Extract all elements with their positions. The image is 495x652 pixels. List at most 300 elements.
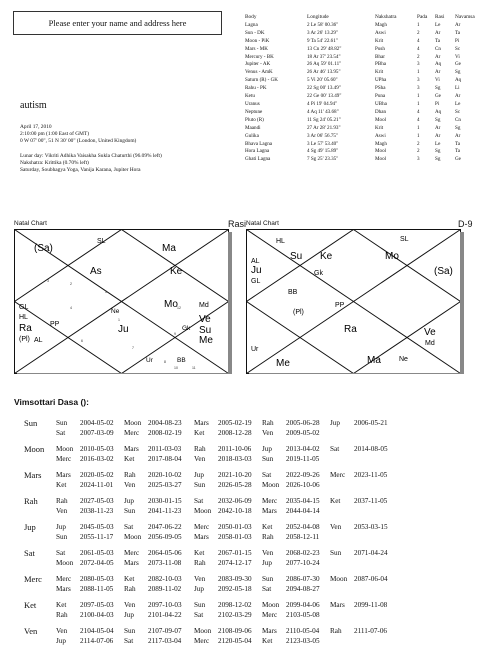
antardasa-entry <box>56 419 114 429</box>
antardasa-date: 2102-03-29 <box>218 610 252 619</box>
antardasa-planet: Sat <box>194 497 204 505</box>
antardasa-date: 2100-04-03 <box>80 610 114 619</box>
antardasa-planet: Sun <box>262 575 274 583</box>
antardasa-date: 2017-08-04 <box>148 454 182 463</box>
planet-label: Su <box>199 325 212 336</box>
antardasa-date: 2083-09-30 <box>218 575 252 583</box>
antardasa-date: 2045-05-03 <box>80 523 114 531</box>
antardasa-entry <box>194 507 252 517</box>
table-cell: 1 <box>417 69 420 76</box>
planet-label: HL <box>276 238 285 245</box>
antardasa-planet: Merc <box>124 428 140 437</box>
dasa-period <box>330 497 387 507</box>
planet-label: Ne <box>399 356 408 363</box>
info-line: 0 W 07' 00", 51 N 30' 00" (London, United Kingdom) <box>20 138 137 145</box>
dasa-period <box>330 549 388 559</box>
table-cell: 13 Cn 29' 48.82" <box>307 45 342 52</box>
planet-label: Ra <box>19 323 32 334</box>
antardasa-planet: Sat <box>124 523 134 531</box>
dasa-period <box>124 601 182 620</box>
table-cell: Aq <box>455 77 462 84</box>
dasa-period <box>194 497 252 516</box>
antardasa-date: 2055-11-17 <box>80 532 114 541</box>
planet-label: Ma <box>162 243 176 254</box>
table-row <box>243 85 479 93</box>
antardasa-planet: Ven <box>194 575 206 583</box>
antardasa-entry <box>262 429 320 439</box>
antardasa-entry <box>56 523 114 533</box>
planet-label: (Sa) <box>434 266 453 277</box>
antardasa-planet: Ket <box>262 636 273 645</box>
antardasa-entry <box>194 549 252 559</box>
dasa-period <box>194 549 252 568</box>
table-cell: Ar <box>435 29 441 36</box>
table-cell: 3 Ar 26' 13.29" <box>307 29 339 36</box>
table-cell: Ta <box>455 29 461 36</box>
table-cell: Rahu - PK <box>245 85 267 92</box>
antardasa-planet: Jup <box>262 445 272 453</box>
antardasa-entry <box>124 611 182 621</box>
rasi-shadow <box>17 373 232 374</box>
table-cell: Bhava Lagna <box>245 140 273 147</box>
antardasa-entry <box>262 585 320 595</box>
antardasa-planet: Ven <box>262 428 274 437</box>
planet-label: Ve <box>424 327 436 338</box>
antardasa-entry <box>194 559 252 569</box>
antardasa-date: 2111-07-06 <box>354 627 388 635</box>
antardasa-planet: Rah <box>56 497 68 505</box>
antardasa-entry <box>194 429 252 439</box>
antardasa-entry <box>56 627 114 637</box>
planet-label: Mo <box>385 251 399 262</box>
antardasa-planet: Rah <box>262 419 274 427</box>
antardasa-date: 2064-05-06 <box>148 549 182 557</box>
antardasa-date: 2077-10-24 <box>286 558 320 567</box>
antardasa-date: 2037-11-05 <box>354 497 388 505</box>
antardasa-date: 2056-09-05 <box>148 532 182 541</box>
dasa-row <box>0 441 495 470</box>
house-number: 8 <box>164 360 166 364</box>
antardasa-planet: Ket <box>330 497 341 505</box>
table-cell: 1 <box>417 132 420 139</box>
planet-label: SL <box>97 238 106 245</box>
table-cell: 22 Sg 00' 13.49" <box>307 85 341 92</box>
antardasa-date: 2097-05-03 <box>80 601 114 609</box>
table-row <box>243 22 479 30</box>
antardasa-entry <box>124 637 182 647</box>
table-cell: 4 <box>417 37 420 44</box>
rasi-chart-name: Rasi <box>228 219 247 229</box>
antardasa-entry <box>56 445 114 455</box>
planet-label: Ne <box>111 308 120 315</box>
antardasa-entry <box>330 445 388 455</box>
antardasa-entry <box>262 471 320 481</box>
dasa-period <box>56 497 114 516</box>
antardasa-entry <box>262 497 320 507</box>
dasa-period <box>56 549 114 568</box>
table-cell: 27 Ar 28' 21.93" <box>307 124 341 131</box>
table-cell: Cn <box>435 45 441 52</box>
mahadasa-label: Ket <box>24 600 37 610</box>
antardasa-entry <box>124 549 182 559</box>
antardasa-entry <box>56 455 114 465</box>
antardasa-entry <box>262 575 320 585</box>
table-cell: Sc <box>455 108 461 115</box>
table-cell: 3 Le 57' 53.40" <box>307 140 339 147</box>
dasa-title: Vimsottari Dasa (): <box>14 397 89 407</box>
house-number: 7 <box>132 346 134 350</box>
antardasa-entry <box>56 559 114 569</box>
antardasa-planet: Rah <box>124 584 136 593</box>
table-row <box>243 101 479 109</box>
antardasa-date: 2023-11-05 <box>354 471 388 479</box>
dasa-period <box>194 601 252 620</box>
antardasa-date: 2044-04-14 <box>286 506 320 515</box>
antardasa-planet: Jup <box>124 610 134 619</box>
antardasa-entry <box>194 445 252 455</box>
planet-label: Ke <box>170 266 183 277</box>
antardasa-date: 2068-02-23 <box>286 549 320 557</box>
rasi-chart <box>14 229 244 374</box>
antardasa-entry <box>124 523 182 533</box>
table-cell: 22 Ge 00' 13.49" <box>307 93 342 100</box>
antardasa-entry <box>56 507 114 517</box>
table-cell: 4 Sg 49' 15.89" <box>307 148 339 155</box>
table-cell: Ar <box>455 21 461 28</box>
table-cell: Aq <box>435 108 442 115</box>
antardasa-date: 2071-04-24 <box>354 549 388 557</box>
mahadasa-label: Jup <box>24 522 36 532</box>
planet-table <box>243 14 479 164</box>
antardasa-entry <box>56 497 114 507</box>
dasa-period <box>330 627 387 637</box>
antardasa-entry <box>194 455 252 465</box>
table-cell: Sg <box>455 124 461 131</box>
antardasa-date: 2026-10-06 <box>286 480 320 489</box>
antardasa-entry <box>330 497 387 507</box>
dasa-period <box>56 575 114 594</box>
antardasa-entry <box>330 419 388 429</box>
planet-label: Su <box>290 251 303 262</box>
planet-table-header <box>243 14 479 22</box>
antardasa-entry <box>194 523 252 533</box>
info-line: 2:10:00 pm (1:00 East of GMT) <box>20 131 90 138</box>
antardasa-planet: Moon <box>194 627 212 635</box>
table-cell: Aswi <box>375 29 386 36</box>
dasa-period <box>262 627 320 646</box>
info-line: April 17, 2010 <box>20 124 52 130</box>
antardasa-entry <box>124 585 182 595</box>
antardasa-date: 2006-05-21 <box>354 419 388 427</box>
table-cell: Gulika <box>245 132 259 139</box>
table-cell: Krit <box>375 69 384 76</box>
antardasa-date: 2103-05-08 <box>286 610 320 619</box>
mahadasa-label: Merc <box>24 574 42 584</box>
table-cell: Saturn (R) - GK <box>245 77 278 84</box>
antardasa-entry <box>330 601 387 611</box>
navamsa-chart-label: Natal Chart <box>246 220 279 227</box>
antardasa-entry <box>262 627 320 637</box>
antardasa-planet: Ket <box>194 428 205 437</box>
planet-label: (Pl) <box>19 336 30 343</box>
planet-label: Ju <box>118 324 129 335</box>
info-line: Nakshatra: Krittika (0.70% left) <box>20 159 89 166</box>
table-cell: 2 Le 58' 00.36" <box>307 21 339 28</box>
house-number: 5 <box>105 290 107 294</box>
antardasa-date: 2032-06-09 <box>218 497 252 505</box>
dasa-period <box>194 575 252 594</box>
antardasa-date: 2086-07-30 <box>286 575 320 583</box>
antardasa-entry <box>124 533 182 543</box>
antardasa-date: 2035-04-15 <box>286 497 320 505</box>
planet-label: BB <box>177 357 186 364</box>
antardasa-date: 2009-05-02 <box>286 428 320 437</box>
birth-info <box>20 124 162 174</box>
navamsa-chart-name: D-9 <box>458 219 473 229</box>
antardasa-date: 2016-03-02 <box>80 454 114 463</box>
dasa-period <box>194 445 252 464</box>
antardasa-planet: Merc <box>330 471 346 479</box>
antardasa-date: 2072-04-05 <box>80 558 114 567</box>
table-cell: 3 <box>417 85 420 92</box>
column-header: Pada <box>417 14 428 20</box>
table-row <box>243 141 479 149</box>
antardasa-entry <box>262 455 320 465</box>
table-row <box>243 61 479 69</box>
antardasa-planet: Sat <box>124 636 134 645</box>
antardasa-date: 2014-08-05 <box>354 445 388 453</box>
column-header: Rasi <box>435 14 445 20</box>
table-cell: 3 <box>417 61 420 68</box>
planet-label: AL <box>251 258 260 265</box>
antardasa-planet: Mars <box>56 584 71 593</box>
house-number: 1 <box>118 318 120 322</box>
table-cell: Le <box>455 100 461 107</box>
dasa-row <box>0 545 495 574</box>
antardasa-planet: Ven <box>194 454 206 463</box>
chart-title: autism <box>20 100 47 111</box>
table-cell: Cn <box>455 116 461 123</box>
antardasa-date: 2025-03-27 <box>148 480 182 489</box>
house-number: 2 <box>70 282 72 286</box>
antardasa-date: 2099-11-08 <box>354 601 388 609</box>
antardasa-planet: Ket <box>56 601 67 609</box>
name-address-box[interactable]: Please enter your name and address here <box>13 11 222 35</box>
table-cell: 3 <box>417 156 420 163</box>
table-cell: Vi <box>455 53 460 60</box>
antardasa-entry <box>194 611 252 621</box>
antardasa-planet: Merc <box>262 610 278 619</box>
antardasa-entry <box>124 507 182 517</box>
antardasa-planet: Ket <box>56 480 67 489</box>
table-cell: 26 Aq 59' 01.11" <box>307 61 342 68</box>
antardasa-date: 2027-05-03 <box>80 497 114 505</box>
dasa-period <box>124 419 182 438</box>
antardasa-date: 2019-11-05 <box>286 454 320 463</box>
antardasa-planet: Jup <box>56 636 66 645</box>
planet-label: Mo <box>164 299 178 310</box>
antardasa-date: 2061-05-03 <box>80 549 114 557</box>
planet-label: Ur <box>146 357 153 364</box>
dasa-row <box>0 571 495 600</box>
table-cell: 9 Ta 54' 22.61" <box>307 37 338 44</box>
antardasa-planet: Ket <box>124 575 135 583</box>
info-line: Saturday, Soubhagya Yoga, Vanija Karana, Jupiter Hora <box>20 167 141 174</box>
antardasa-planet: Moon <box>262 601 280 609</box>
column-header: Navamsa <box>455 14 475 20</box>
column-header: Nakshatra <box>375 14 397 20</box>
antardasa-planet: Moon <box>124 532 142 541</box>
antardasa-date: 2018-03-03 <box>218 454 252 463</box>
antardasa-date: 2114-07-06 <box>80 636 114 645</box>
table-cell: 4 Pi 19' 04.94" <box>307 100 338 107</box>
table-cell: 1 <box>417 93 420 100</box>
antardasa-entry <box>194 497 252 507</box>
antardasa-entry <box>56 611 114 621</box>
rasi-shadow <box>228 232 232 374</box>
table-row <box>243 69 479 77</box>
planet-label: (Sa) <box>34 243 53 254</box>
antardasa-entry <box>124 497 182 507</box>
antardasa-date: 2104-05-04 <box>80 627 114 635</box>
table-cell: 4 Aq 11' 43.68" <box>307 108 339 115</box>
table-cell: 5 Vi 20' 05.60" <box>307 77 338 84</box>
dasa-period <box>56 627 114 646</box>
antardasa-date: 2024-11-01 <box>80 480 114 489</box>
table-cell: Aswi <box>375 132 386 139</box>
table-cell: Le <box>435 140 441 147</box>
antardasa-date: 2053-03-15 <box>354 523 388 531</box>
table-cell: 1 <box>417 21 420 28</box>
planet-label: Ju <box>251 265 262 276</box>
navamsa-shadow <box>460 232 464 374</box>
antardasa-planet: Mars <box>262 506 277 515</box>
planet-label: Gk <box>314 270 323 277</box>
antardasa-date: 2052-04-08 <box>286 523 320 531</box>
antardasa-planet: Rah <box>194 558 206 567</box>
antardasa-planet: Ven <box>262 549 274 557</box>
antardasa-entry <box>262 549 320 559</box>
table-cell: 1 <box>417 100 420 107</box>
table-cell: 18 Ar 37' 23.54" <box>307 53 341 60</box>
antardasa-date: 2011-03-03 <box>148 445 182 453</box>
antardasa-planet: Mars <box>194 532 209 541</box>
antardasa-planet: Jup <box>330 419 340 427</box>
antardasa-entry <box>262 601 320 611</box>
dasa-period <box>124 445 182 464</box>
antardasa-planet: Merc <box>262 497 278 505</box>
antardasa-date: 2008-12-28 <box>218 428 252 437</box>
planet-label: Ma <box>367 355 381 366</box>
info-line <box>20 146 162 153</box>
antardasa-entry <box>56 429 114 439</box>
antardasa-planet: Rah <box>124 471 136 479</box>
antardasa-planet: Mars <box>56 471 71 479</box>
table-cell: 11 Sg 24' 05.21" <box>307 116 341 123</box>
antardasa-date: 2082-10-03 <box>148 575 182 583</box>
dasa-row <box>0 415 495 444</box>
antardasa-entry <box>124 429 182 439</box>
table-cell: 4 <box>417 108 420 115</box>
antardasa-date: 2038-11-23 <box>80 506 114 515</box>
planet-label: Ke <box>320 251 333 262</box>
dasa-period <box>124 497 182 516</box>
table-cell: Maandi <box>245 124 261 131</box>
antardasa-date: 2058-12-11 <box>286 532 320 541</box>
table-cell: 4 <box>417 45 420 52</box>
antardasa-date: 2021-10-20 <box>218 471 252 479</box>
table-cell: 2 <box>417 29 420 36</box>
dasa-period <box>194 523 252 542</box>
house-number: 6 <box>81 339 83 343</box>
antardasa-date: 2004-05-02 <box>80 419 114 427</box>
table-cell: Pluto (R) <box>245 116 264 123</box>
planet-label: GL <box>19 304 29 311</box>
table-cell: Bhar <box>375 53 385 60</box>
house-number: 12 <box>177 306 181 310</box>
dasa-period <box>262 549 320 568</box>
table-cell: Mool <box>375 116 387 123</box>
antardasa-date: 2120-05-04 <box>218 636 252 645</box>
antardasa-planet: Jup <box>262 558 272 567</box>
table-cell: Dhan <box>375 108 387 115</box>
planet-label: SL <box>400 236 409 243</box>
antardasa-planet: Merc <box>124 549 140 557</box>
table-cell: Ar <box>435 69 441 76</box>
antardasa-entry <box>194 419 252 429</box>
antardasa-planet: Mars <box>124 445 139 453</box>
mahadasa-label: Sat <box>24 548 35 558</box>
dasa-row <box>0 623 495 652</box>
antardasa-entry <box>330 627 387 637</box>
table-cell: 3 Ar 06' 56.75" <box>307 132 339 139</box>
table-row <box>243 156 479 164</box>
table-cell: 26 Ar 46' 13.95" <box>307 69 341 76</box>
dasa-period <box>262 445 320 464</box>
antardasa-planet: Jup <box>194 471 204 479</box>
antardasa-planet: Rah <box>262 532 274 541</box>
antardasa-date: 2020-10-02 <box>148 471 182 479</box>
dasa-row <box>0 519 495 548</box>
table-cell: Sg <box>435 85 441 92</box>
antardasa-planet: Mars <box>262 627 277 635</box>
antardasa-planet: Merc <box>56 454 72 463</box>
antardasa-planet: Sun <box>56 419 68 427</box>
antardasa-entry <box>124 445 182 455</box>
mahadasa-label: Mars <box>24 470 42 480</box>
column-header: Body <box>245 14 257 20</box>
table-row <box>243 133 479 141</box>
antardasa-planet: Sun <box>56 532 68 541</box>
antardasa-entry <box>56 549 114 559</box>
antardasa-planet: Rah <box>194 445 206 453</box>
info-line: Lunar day: Vikriti Adhika Vaisakha Sukla Chaturthi (96.09% left) <box>20 152 162 159</box>
table-cell: 2 <box>417 148 420 155</box>
table-cell: Ar <box>455 132 461 139</box>
table-cell: 2 <box>417 53 420 60</box>
house-number: 11 <box>192 366 196 370</box>
planet-label: GL <box>251 278 261 285</box>
antardasa-date: 2117-03-04 <box>148 636 182 645</box>
dasa-period <box>56 471 114 490</box>
table-cell: Mool <box>375 148 387 155</box>
table-cell: Li <box>455 85 460 92</box>
table-cell: Aq <box>435 61 442 68</box>
antardasa-entry <box>330 523 388 533</box>
table-cell: Magh <box>375 21 387 28</box>
antardasa-entry <box>194 481 252 491</box>
antardasa-date: 2107-09-07 <box>148 627 182 635</box>
